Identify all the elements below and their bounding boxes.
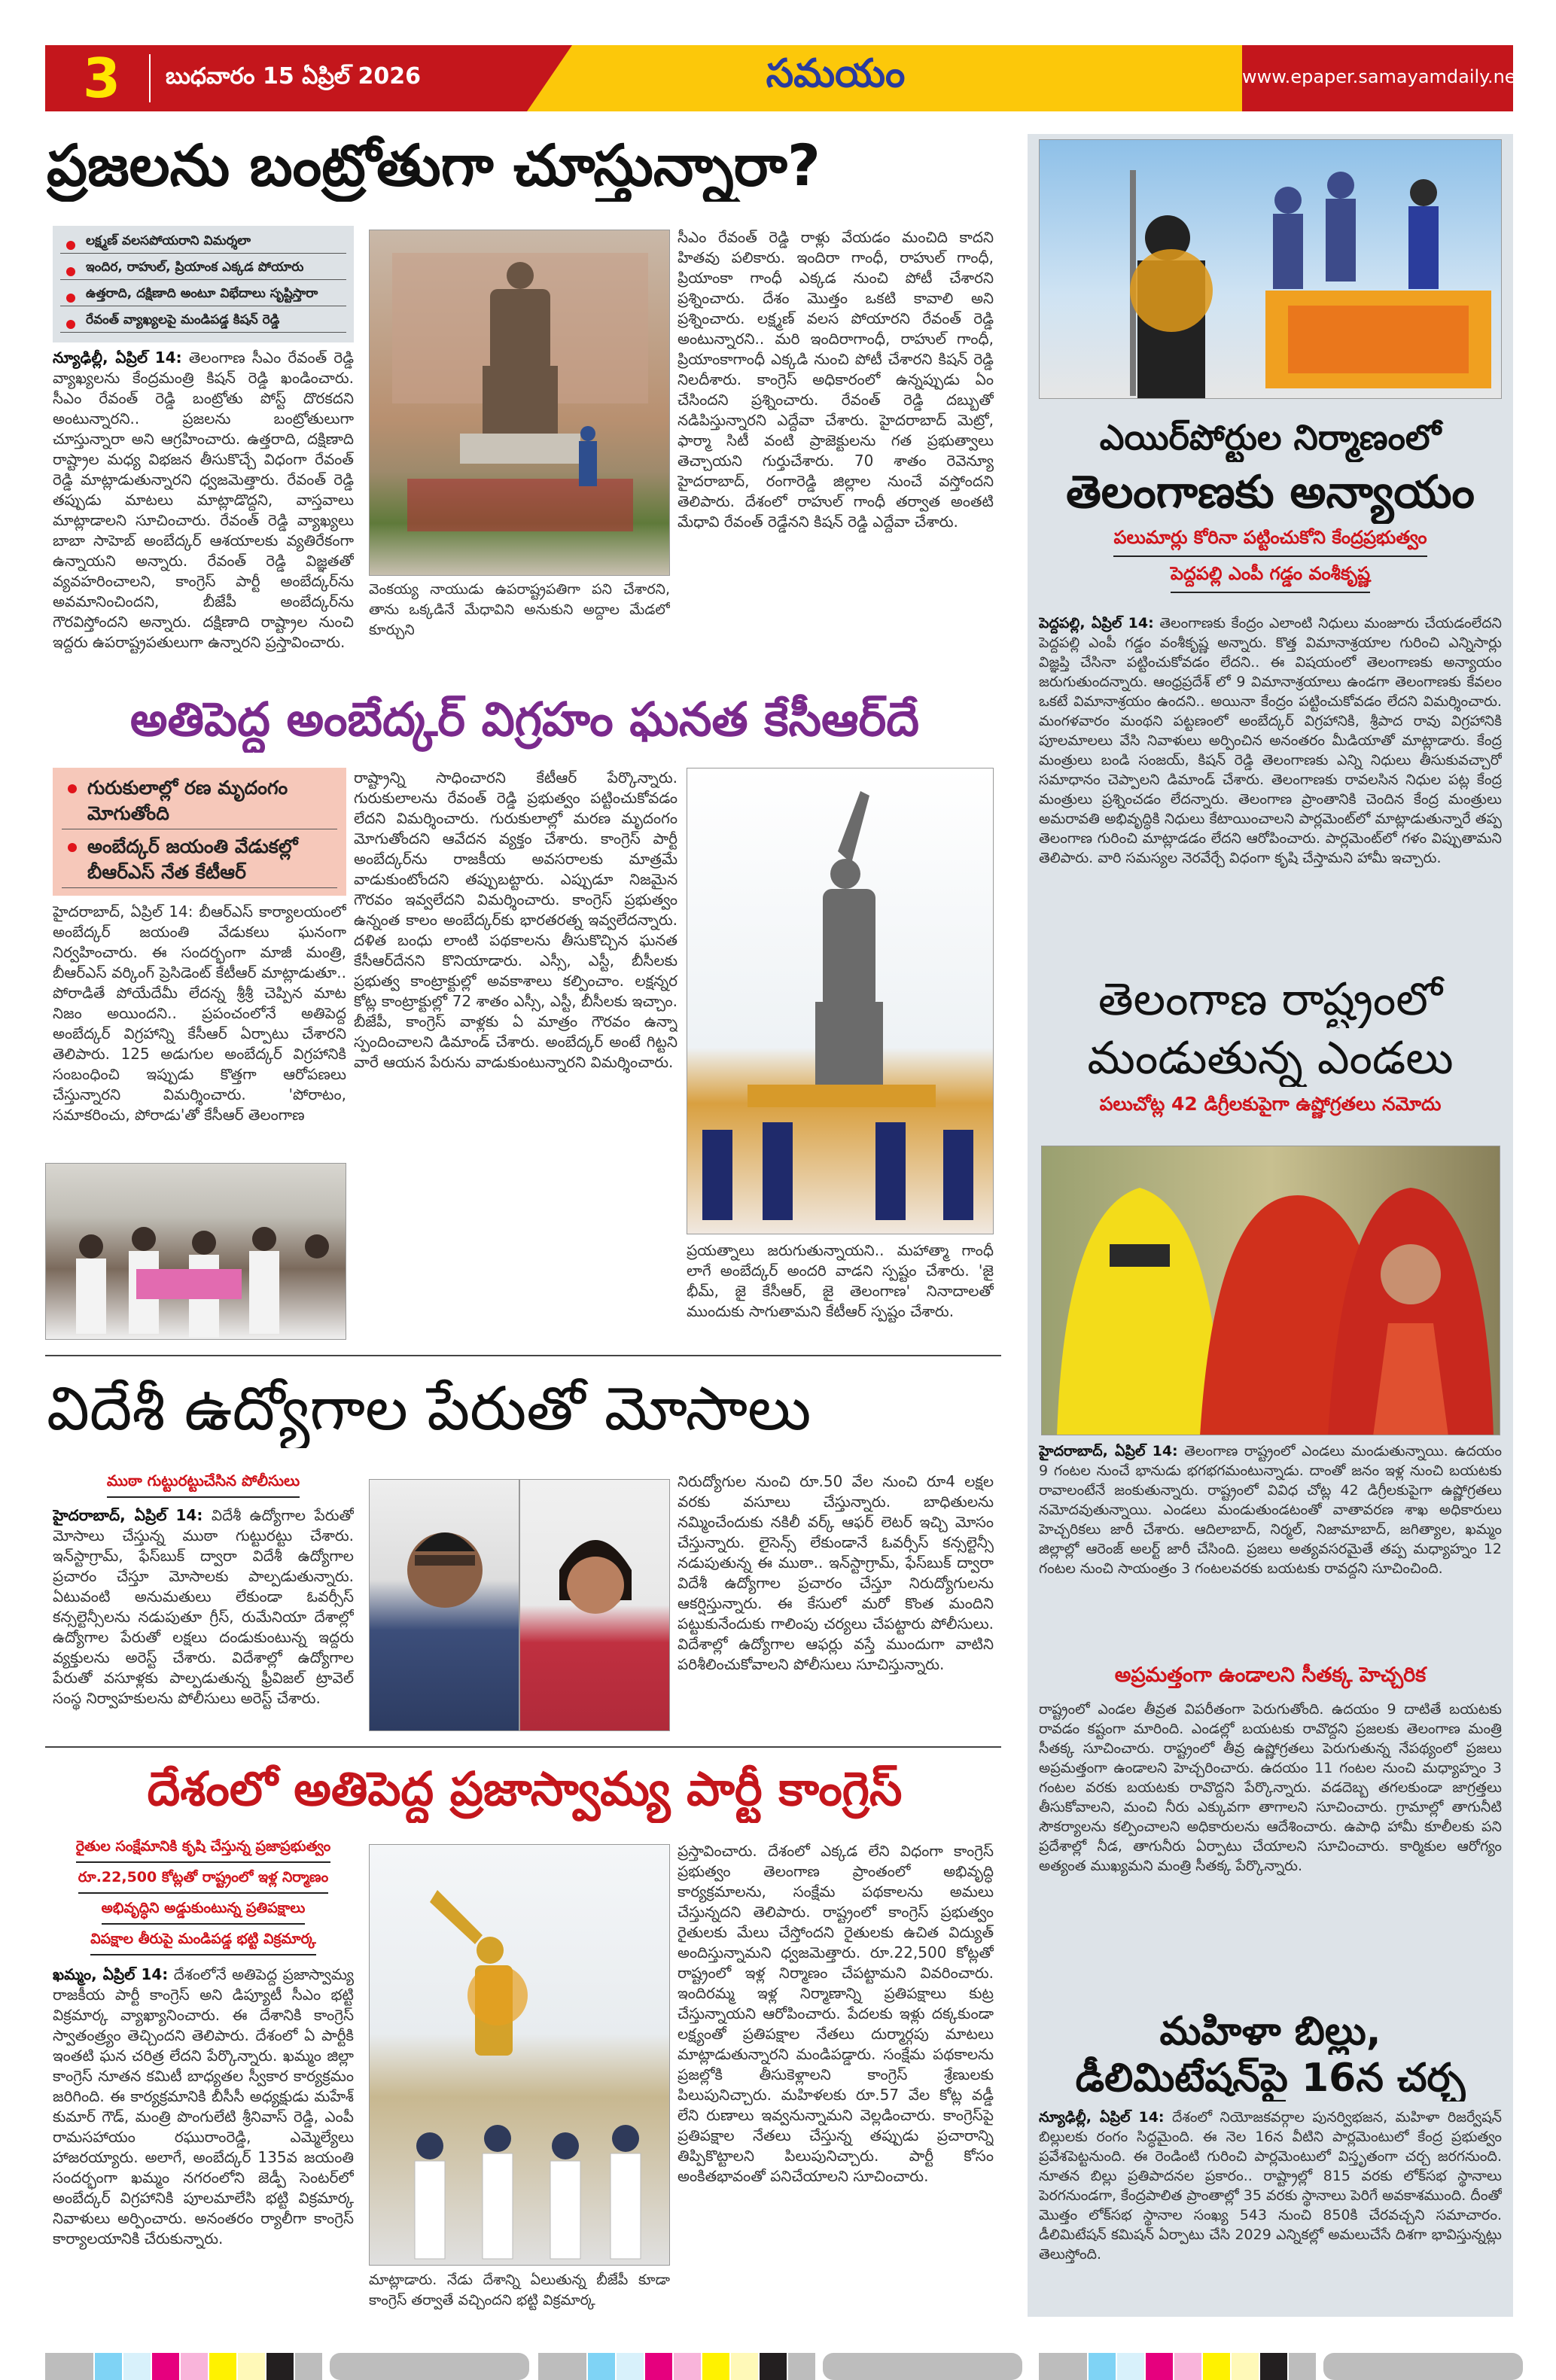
color-swatch [209,2353,236,2380]
color-swatch [123,2353,151,2380]
dateline: ఖమ్మం, ఏప్రిల్ 14: [53,1965,169,1983]
right-photo-heatwave [1041,1146,1500,1435]
dateline: న్యూఢిల్లీ, ఏప్రిల్ 14: [1039,2109,1165,2126]
color-swatch [674,2353,701,2380]
story-text: బీఆర్ఎస్ కార్యాలయంలో అంబేద్కర్ జయంతి వేడుకలు ఘనంగా నిర్వహించారు. ఈ సందర్భంగా మాజీ మంత్రి, బీఆర్ఎస్ వర్కింగ్ ప్రెసిడెంట్ కేటీఆర్ మాట్లాడుతూ.. పోరాడితే పోయేదేమీ లేదన్న శ్రీశ్రీ చెప్పిన మాట నిజం అయిందని.. ప్రపంచంలోనే అతిపెద్ద అంబేద్కర్ విగ్రహాన్ని కేసీఆర్ ఏర్పాటు చేశారని తెలిపారు. 125 అడుగుల అంబేద్కర్ విగ్రహానికి సంబంధించి ఇప్పుడు కొత్తగా ఆరోపణలు చేస్తున్నారని విమర్శించారు. 'పోరాటం, సమాకరించు, పోరాడు'తో కేసీఆర్ తెలంగాణ [53,902,346,1124]
story3-subhead: ముఠా గుట్టురట్టుచేసిన పోలీసులు [107,1472,300,1498]
color-swatch [1039,2353,1087,2380]
story2-col1 [53,902,346,1158]
right-photo-garlanding [1039,139,1502,399]
right2-headline-line1: తెలంగాణ రాష్ట్రంలో [1098,973,1443,1026]
color-swatch [295,2353,322,2380]
subhead: పలుమార్లు కోరినా పట్టించుకోని కేంద్రప్రభుత్వం [1113,527,1427,557]
bullet: రేవంత్ వ్యాఖ్యలపై మండిపడ్డ కిషన్ రెడ్డి [60,311,346,333]
gray-pill [1323,2353,1523,2380]
color-swatch [1203,2353,1230,2380]
story2-photo-ktr-crowd [45,1163,346,1340]
right1-headline-line2: తెలంగాణకు అన్యాయం [1066,466,1475,519]
dateline: హైదరాబాద్, ఏప్రిల్ 14: [1039,1443,1178,1459]
color-swatch [1174,2353,1201,2380]
subhead: రూ.22,500 కోట్లతో రాష్ట్రంలో ఇళ్ల నిర్మాణం [78,1869,329,1894]
dateline: హైదరాబాద్, ఏప్రిల్ 14: [53,902,193,921]
story4-photo-caption: మాట్లాడారు. నేడు దేశాన్ని ఏలుతున్న బీజేపీ కూడా కాంగ్రెస్ తర్వాతే వచ్చిందని భట్టి విక్రమార్క [369,2272,670,2308]
subhead: విపక్షాల తీరుపై మండిపడ్డ భట్టి విక్రమార్క [90,1931,316,1955]
right2-text [1039,1441,1502,1658]
color-swatch [266,2353,294,2380]
color-swatch [1146,2353,1173,2380]
story-text: విదేశీ ఉద్యోగాల పేరుతో మోసాలు చేస్తున్న ముఠా గుట్టురట్టు చేశారు. ఇన్‌స్టాగ్రామ్, ఫేస్‌బుక్ ద్వారా విదేశీ ఉద్యోగాల ప్రచారం చేస్తూ మోసాలకు పాల్పడుతున్నారు. ఏటువంటి అనుమతులు లేకుండా ఓవర్సీస్ కన్సల్టెన్సీలను నడుపుతూ గ్రీస్, రుమేనియా దేశాల్లో ఉద్యోగాల పేరుతో లక్షలు దండుకుంటున్న ఇద్దరు వ్యక్తులను అరెస్ట్ చేశారు. విదేశాల్లో ఉద్యోగాల పేరుతో వసూళ్లకు పాల్పడుతున్న ఫ్రీవిజల్ ట్రావెల్ సంస్థ నిర్వాహకులను పోలీసులు అరెస్ట్ చేశారు. [53,1506,354,1707]
story3-col3: నిరుద్యోగుల నుంచి రూ.50 వేల నుంచి రూ4 లక్షల వరకు వసూలు చేస్తున్నారు. బాధితులను నమ్మించేందుకు నకిలీ వర్క్ ఆఫర్ లెటర్ ఇచ్చి మోసం చేస్తున్నారు. లైసెన్స్ లేకుండానే ఓవర్సీస్ కన్సల్టెన్సీ నడుపుతున్న ఈ ముఠా.. ఇన్‌స్టాగ్రామ్, ఫేస్‌బుక్ ద్వారా విదేశీ ఉద్యోగాల ప్రచారం చేస్తూ నిరుద్యోగులను ఆకర్షిస్తున్నారు. ఈ కేసులో మరో కొంత మందిని పట్టుకునేందుకు గాలింపు చర్యలు చేపట్టారు పోలీసులు. విదేశాల్లో ఉద్యోగాల ఆఫర్లు వస్తే ముందుగా వాటిని పరిశీలించుకోవాలని పోలీసులు సూచిస్తున్నారు. [678,1472,994,1673]
story4-subheads [45,1838,361,1962]
print-color-bars [45,2353,1513,2380]
divider [45,1746,1001,1748]
story4-col3: ప్రస్తావించారు. దేశంలో ఎక్కడ లేని విధంగా కాంగ్రెస్ ప్రభుత్వం తెలంగాణ ప్రాంతంలో అభివృద్ధి కార్యక్రమాలను, సంక్షేమ పథకాలను అమలు చేస్తున్నదని తెలిపారు. రాష్ట్రంలో కాంగ్రెస్ ప్రభుత్వం రైతులకు మేలు చేస్తోందని రైతులకు ఉచిత విద్యుత్ అందిస్తున్నామని ధ్వజమెత్తారు. రూ.22,500 కోట్లతో రాష్ట్రంలో ఇళ్ల నిర్మాణం చేపట్టామని వివరించారు. ఇందిరమ్మ ఇళ్ల నిర్మాణాన్ని ప్రతిపక్షాలు కుట్ర చేస్తున్నాయని ఆరోపించారు. పేదలకు ఇళ్లు దక్కకుండా లక్ష్యంతో ప్రతిపక్షాల నేతలు దుర్మార్గపు మాటలు మాట్లాడుతున్నారని మండిపడ్డారు. సంక్షేమ పథకాలను ప్రజల్లోకి తీసుకెళ్లాలని కాంగ్రెస్ శ్రేణులకు పిలుపునిచ్చారు. మహిళలకు రూ.57 వేల కోట్ల వడ్డీ లేని రుణాలు ఇవ్వనున్నామని వెల్లడించారు. కాంగ్రెస్‌పై ప్రతిపక్షాల నేతలు చేస్తున్న తప్పుడు ప్రచారాన్ని తిప్పికొట్టాలని పిలుపునిచ్చారు. పార్టీ కోసం అంకితభావంతో పనిచేయాలని సూచించారు. [678,1842,994,2185]
story-text: దేశంలోనే అతిపెద్ద ప్రజాస్వామ్య రాజకీయ పార్టీ కాంగ్రెస్ అని డిప్యూటీ సీఎం భట్టి విక్రమార్క వ్యాఖ్యానించారు. ఈ దేశానికి కాంగ్రెస్ స్వాతంత్ర్యం తెచ్చిందని తెలిపారు. దేశంలో ఏ పార్టీకి ఇంతటి ఘన చరిత్ర లేదని పేర్కొన్నారు. ఖమ్మం జిల్లా కాంగ్రెస్ నూతన కమిటీ బాధ్యతల స్వీకార కార్యక్రమం జరిగింది. ఈ కార్యక్రమానికి బీసీసీ అధ్యక్షుడు మహేశ్ కుమార్ గౌడ్, మంత్రి పొంగులేటి శ్రీనివాస్ రెడ్డి, ఎంపీ రామసహాయం రఘురాంరెడ్డి, ఎమ్మెల్యేలు హాజరయ్యారు. అలాగే, అంబేద్కర్ 135వ జయంతి సందర్భంగా ఖమ్మం నగరంలోని జెడ్పీ సెంటర్‌లో అంబేద్కర్ విగ్రహానికి పూలమాలేసి భట్టి విక్రమార్క నివాళులు అర్పించారు. అనంతరం ర్యాలీగా కాంగ్రెస్ కార్యాలయానికి చేరుకున్నారు. [53,1965,354,2248]
color-swatch [181,2353,208,2380]
story-text: దేశంలో నియోజకవర్గాల పునర్విభజన, మహిళా రిజర్వేషన్ బిల్లులకు రంగం సిద్ధమైంది. ఈ నెల 16న వీటిని పార్లమెంటులో కేంద్ర ప్రభుత్వం ప్రవేశపెట్టనుంది. ఈ రెండింటి గురించి పార్లమెంటులో విస్తృతంగా చర్చ జరగనుంది. నూతన బిల్లు ప్రతిపాదనల ప్రకారం.. రాష్ట్రాల్లో 815 వరకు లోక్‌సభ స్థానాలు పెరగనుండగా, కేంద్రపాలిత ప్రాంతాల్లో 35 వరకు స్థానాలు పెరిగే అవకాశముంది. దీంతో మొత్తం లోక్‌సభ స్థానాల సంఖ్య 543 నుంచి 850కి చేరవచ్చని సమాచారం. డీలిమిటేషన్ కమిషన్ ఏర్పాటు చేసి 2029 ఎన్నికల్లో అమలుచేసే దిశగా భావిస్తున్నట్లు తెలుస్తోంది. [1039,2109,1502,2263]
dateline: న్యూఢిల్లీ, ఏప్రిల్ 14: [53,348,182,367]
story1-photo-statue [369,230,670,576]
story1-photo-caption: వెంకయ్య నాయుడు ఉపరాష్ట్రపతిగా పని చేశారని, తాను ఒక్కడినే మేధావిని అనుకుని అద్దాల మేడలో కూర్చుని [369,581,670,638]
color-swatch [45,2353,93,2380]
bullet: ఇందిర, రాహుల్, ప్రియాంక ఎక్కడ పోయారు [60,258,346,280]
color-swatch [152,2353,179,2380]
color-swatch [95,2353,122,2380]
page-number: 3 [83,47,121,110]
story3-photo-accused-woman [519,1479,670,1731]
right2-text2: రాష్ట్రంలో ఎండల తీవ్రత విపరీతంగా పెరుగుతోంది. ఉదయం 9 దాటితే బయటకు రావడం కష్టంగా మారింది. ఎండల్లో బయటకు రావొద్దని ప్రజలకు తెలంగాణ మంత్రి సీతక్క సూచించారు. రాష్ట్రంలో తీవ్ర ఉష్ణోగ్రతలు పెరుగుతున్న నేపథ్యంలో ప్రజలు అప్రమత్తంగా ఉండాలని హెచ్చరించారు. ఉదయం 11 గంటల నుంచి మధ్యాహ్నం 3 గంటల వరకు బయటకు రావొద్దని పేర్కొన్నారు. వడదెబ్బ తగలకుండా జాగ్రత్తలు తీసుకోవాలని, మంచి నీరు ఎక్కువగా తాగాలని సూచించారు. గ్రామాల్లో తాగునీటి సౌకర్యాలను కల్పించాలని అధికారులను ఆదేశించారు. ఉపాధి హామీ కూలీలకు పని ప్రదేశాల్లో నీడ, తాగునీరు ఏర్పాటు చేయాలని సూచించారు. కార్మికుల ఆరోగ్యం అత్యంత ముఖ్యమని మంత్రి సీతక్క పేర్కొన్నారు. [1039,1701,1502,1874]
right1-text [1039,613,1502,960]
story2-col2: రాష్ట్రాన్ని సాధించారని కేటీఆర్ పేర్కొన్నారు. గురుకులాలను రేవంత్ రెడ్డి ప్రభుత్వం పట్టించుకోవడం లేదని విమర్శించారు. గురుకులాల్లో మరణ మృదంగం మోగుతోందని ఆవేదన వ్యక్తం చేశారు. కాంగ్రెస్ పార్టీ అంబేద్కర్‌ను రాజకీయ అవసరాలకు మాత్రమే వాడుకుంటోందని తప్పుబట్టారు. ఎప్పుడూ నిజమైన గౌరవం ఇవ్వలేదని విమర్శించారు. కాంగ్రెస్ ప్రభుత్వం ఉన్నంత కాలం అంబేద్కర్‌కు భారతరత్న ఇవ్వలేదన్నారు. దళిత బంధు లాంటి పథకాలను తీసుకొచ్చిన ఘనత కేసీఆర్‌దేనని కొనియాడారు. ఎస్సీ, ఎస్టీ, బీసీలకు ప్రభుత్వ కాంట్రాక్టుల్లో అవకాశాలు కల్పించాం. లక్షన్నర కోట్ల కాంట్రాక్టుల్లో 72 శాతం ఎస్సీ, ఎస్టీ, బీసీలకు ఇచ్చాం. బీజేపీ, కాంగ్రెస్ వాళ్లకు ఏ మాత్రం గౌరవం ఉన్నా స్పందించాలని డిమాండ్ చేశారు. అంబేద్కర్ అంటే గిట్టని వారే ఆయన పేరును వాడుకుంటున్నారని విమర్శించారు. [354,768,678,1071]
color-swatch [238,2353,265,2380]
right2-subhead2: అప్రమత్తంగా ఉండాలని సీతక్క హెచ్చరిక [1114,1663,1427,1687]
right1-headline-line1: ఎయిర్‌పోర్టుల నిర్మాణంలో [1099,417,1442,458]
story1-col1 [53,348,354,660]
color-swatch [1232,2353,1259,2380]
story3-col1 [53,1505,354,1735]
story3-photo-accused-man [369,1479,519,1731]
subhead: రైతుల సంక్షేమానికి కృషి చేస్తున్న ప్రజాప్రభుత్వం [76,1838,330,1863]
paper-logo: సమయం [766,51,906,96]
color-swatch [588,2353,615,2380]
right2-subhead: పలుచోట్ల 42 డిగ్రీలకుపైగా ఉష్ణోగ్రతలు నమోదు [1099,1093,1442,1115]
bullet: లక్ష్మణ్ వలసపోయరాని విమర్శలా [60,232,346,254]
story2-headline: అతిపెద్ద అంబేద్కర్ విగ్రహం ఘనత కేసీఆర్‌దే [129,692,920,747]
gray-pill [330,2353,529,2380]
story4-col1 [53,1965,354,2311]
dateline: పెద్దపల్లి, ఏప్రిల్ 14: [1039,615,1154,632]
right3-headline-line1: మహిళా బిల్లు, [1159,2009,1381,2054]
color-swatch [1260,2353,1287,2380]
color-swatch [731,2353,758,2380]
story3-headline: విదేశీ ఉద్యోగాల పేరుతో మోసాలు [47,1374,811,1444]
story4-photo-bhatti-statue [369,1844,670,2266]
gray-pill [823,2353,1022,2380]
bullet: గురుకులాల్లో రణ మృదంగం మోగుతోంది [62,775,337,829]
story1-col3: సీఎం రేవంత్ రెడ్డి రాళ్లు వేయడం మంచిది కాదని హితవు పలికారు. ఇందిరా గాంధీ, రాహుల్ గాంధీ, ప్రియాంకా గాంధీ ఎక్కడ నుంచి పోటీ చేశారని ప్రశ్నించారు. దేశం మొత్తం ఒకటి కావాలి అని ప్రశ్నించారు. లక్ష్మణ్ వలస పోయారని రేవంత్ రెడ్డి అంటున్నారని.. మరి ఇందిరాగాంధీ, రాహుల్ గాంధీ, ప్రియాంకాగాంధీ ఎక్కడి నుంచి పోటీ చేశారని కిషన్ రెడ్డి నిలదీశారు. కాంగ్రెస్ అధికారంలో ఉన్నప్పుడు ఏం చేసిందని ప్రశ్నించారు. రేవంత్ రెడ్డి దబ్బుతో నడిపిస్తున్నారని ఎద్దేవా చేశారు. హైదరాబాద్ మెట్రో, ఫార్మా సిటీ వంటి ప్రాజెక్టులను గత ప్రభుత్వాలు తెచ్చాయని గుర్తుచేశారు. 70 శాతం రెవెన్యూ హైదరాబాద్, రంగారెడ్డి జిల్లాల నుంచే వస్తోందని తెలిపారు. దేశంలో రాహుల్ గాంధీ తర్వాత అంతటి మేధావి రేవంత్ రెడ్డేనని కిషన్ రెడ్డి ఎద్దేవా చేశారు. [678,228,994,531]
issue-date: బుధవారం 15 ఏప్రిల్ 2026 [166,63,422,90]
story-text: తెలంగాణ రాష్ట్రంలో ఎండలు మండుతున్నాయి. ఉదయం 9 గంటల నుంచే భానుడు భగభగమంటున్నాడు. దాంతో జనం ఇళ్ల నుంచి బయటకు రావాలంటేనే జంకుతున్నారు. రాష్ట్రంలో వివిధ చోట్ల 42 డిగ్రీలకుపైగా ఉష్ణోగ్రతలు నమోదవుతున్నాయి. ఎండలు మండుతుండటంతో వాతావరణ శాఖ అధికారులు హెచ్చరికలు జారీ చేశారు. ఆదిలాబాద్, నిర్మల్, నిజామాబాద్, జగిత్యాల, ఖమ్మం జిల్లాల్లో ఆరెంజ్ అలర్ట్ జారీ చేసింది. ప్రజలు అత్యవసరమైతే తప్ప మధ్యాహ్నం 12 గంటల నుంచి సాయంత్రం 3 గంటలవరకు బయటకు రావద్దని సూచించింది. [1039,1443,1502,1577]
right2-headline-line2: మండుతున్న ఎండలు [1087,1032,1454,1085]
story2-photo-ambedkar-statue [687,768,994,1234]
color-swatch [1289,2353,1316,2380]
masthead [45,45,1523,111]
story2-col3: ప్రయత్నాలు జరుగుతున్నాయని.. మహాత్మా గాంధీ లాగే అంబేద్కర్ అందరి వాడని స్పష్టం చేశారు. 'జై భీమ్, జై కేసీఆర్, జై తెలంగాణ' నినాదాలతో ముందుకు సాగుతామని కేటీఆర్ స్పష్టం చేశారు. [687,1241,994,1320]
right1-subheads [1039,527,1502,599]
color-swatch [788,2353,815,2380]
color-swatch [645,2353,672,2380]
right3-text [1039,2108,1502,2307]
color-swatch [1117,2353,1144,2380]
story1-bullets-box [53,226,354,342]
website-link[interactable]: www.epaper.samayamdaily.net [1242,66,1523,87]
story-text: తెలంగాణకు కేంద్రం ఎలాంటి నిధులు మంజూరు చేయడంలేదని పెద్దపల్లి ఎంపీ గడ్డం వంశీకృష్ణ అన్నారు. కొత్త విమానాశ్రయాల గురించి ఎన్నిసార్లు విజ్ఞప్తి చేసినా పట్టించుకోవడం లేదని.. ఈ విషయంలో తెలంగాణకు అన్యాయం జరుగుతుందన్నారు. ఆంధ్రప్రదేశ్ లో 9 విమానాశ్రయాలు ఉండగా తెలంగాణకు కేవలం ఒకటే విమానాశ్రయం ఉందని.. అయినా కేంద్రం పట్టించుకోవడం లేదని విమర్శించారు. మంగళవారం మంథని పట్టణంలో అంబేద్కర్ విగ్రహానికి, శ్రీపాద రావు విగ్రహానికి పూలమాలలు వేసి నివాళులు అర్పించిన అనంతరం మీడియాతో మాట్లాడారు. కేంద్ర మంత్రులు బండి సంజయ్, కిషన్ రెడ్డి తెలంగాణకు ఎన్ని నిధులు తీసుకువచ్చారో సమాధానం చెప్పాలని డిమాండ్ చేశారు. తెలంగాణకు రావలసిన నిధుల పట్ల కేంద్ర మంత్రులు ప్రశ్నించడం లేదన్నారు. తెలంగాణ ప్రాంతానికి చెందిన కేంద్ర మంత్రులు అమరావతి అభివృద్ధికి నిధులు కేటాయించాలని పార్లమెంట్‌లో మాట్లాడుతున్నారే తప్ప తెలంగాణ గురించి మాట్లాడడం లేదని ఆరోపించారు. పార్లమెంట్‌లో గళం విప్పుతామని తెలిపారు. వారి సమస్యల నెరవేర్చే విధంగా కృషి చేస్తామని హామీ ఇచ్చారు. [1039,615,1502,866]
subhead: పెద్దపల్లి ఎంపీ గడ్డం వంశీకృష్ణ [1171,563,1370,593]
color-swatch [760,2353,787,2380]
color-swatch [617,2353,644,2380]
story-text: తెలంగాణ సీఎం రేవంత్ రెడ్డి వ్యాఖ్యలను కేంద్రమంత్రి కిషన్ రెడ్డి ఖండించారు. సీఎం రేవంత్ రెడ్డి బంట్రోతు పోస్ట్ దొరకదని అంటున్నారని.. ప్రజలను బంట్రోతులుగా చూస్తున్నారా అని ఆగ్రహించారు. ఉత్తరాది, దక్షిణాది రాష్ట్రాల మధ్య విభజన తీసుకొచ్చే విధంగా రేవంత్ రెడ్డి మాట్లాడుతున్నారని ధ్వజమెత్తారు. రేవంత్ రెడ్డి తప్పుడు మాటలు మాట్లాడొద్దని, వాస్తవాలు మాట్లాడాలని సూచించారు. రేవంత్ రెడ్డి వ్యాఖ్యలు బాబా సాహెబ్ అంబేద్కర్ ఆశయాలకు వ్యతిరేకంగా ఉన్నాయని అన్నారు. రేవంత్ రెడ్డి విజ్ఞతతో వ్యవహరించాలని, కాంగ్రెస్ పార్టీ అంబేద్కర్‌ను అవమానించిందని, బీజేపీ అంబేద్కర్‌ను గౌరవిస్తోందని అన్నారు. దక్షిణాది రాష్ట్రాల నుంచి ఇద్దరు ఉపరాష్ట్రపతులుగా ఉన్నారని ప్రస్తావించారు. [53,348,354,651]
story4-headline: దేశంలో అతిపెద్ద ప్రజాస్వామ్య పార్టీ కాంగ్రెస్ [147,1761,903,1816]
story2-bullets-box [53,768,346,896]
dateline: హైదరాబాద్, ఏప్రిల్ 14: [53,1506,203,1524]
color-swatch [538,2353,586,2380]
color-swatch [702,2353,729,2380]
divider [45,1355,1001,1356]
bullet: ఉత్తరాది, దక్షిణాది అంటూ విభేదాలు సృష్టిస్తారా [60,285,346,306]
bullet: అంబేద్కర్ జయంతి వేడుకల్లో బీఆర్ఎస్ నేత కేటీఆర్ [62,834,337,888]
color-swatch [1089,2353,1116,2380]
subhead: అభివృద్ధిని అడ్డుకుంటున్న ప్రతిపక్షాలు [102,1900,306,1925]
right3-headline-line2: డీలిమిటేషన్‌పై 16న చర్చ [1075,2056,1466,2101]
story1-headline: ప్రజలను బంట్రోతుగా చూస్తున్నారా? [47,132,821,199]
